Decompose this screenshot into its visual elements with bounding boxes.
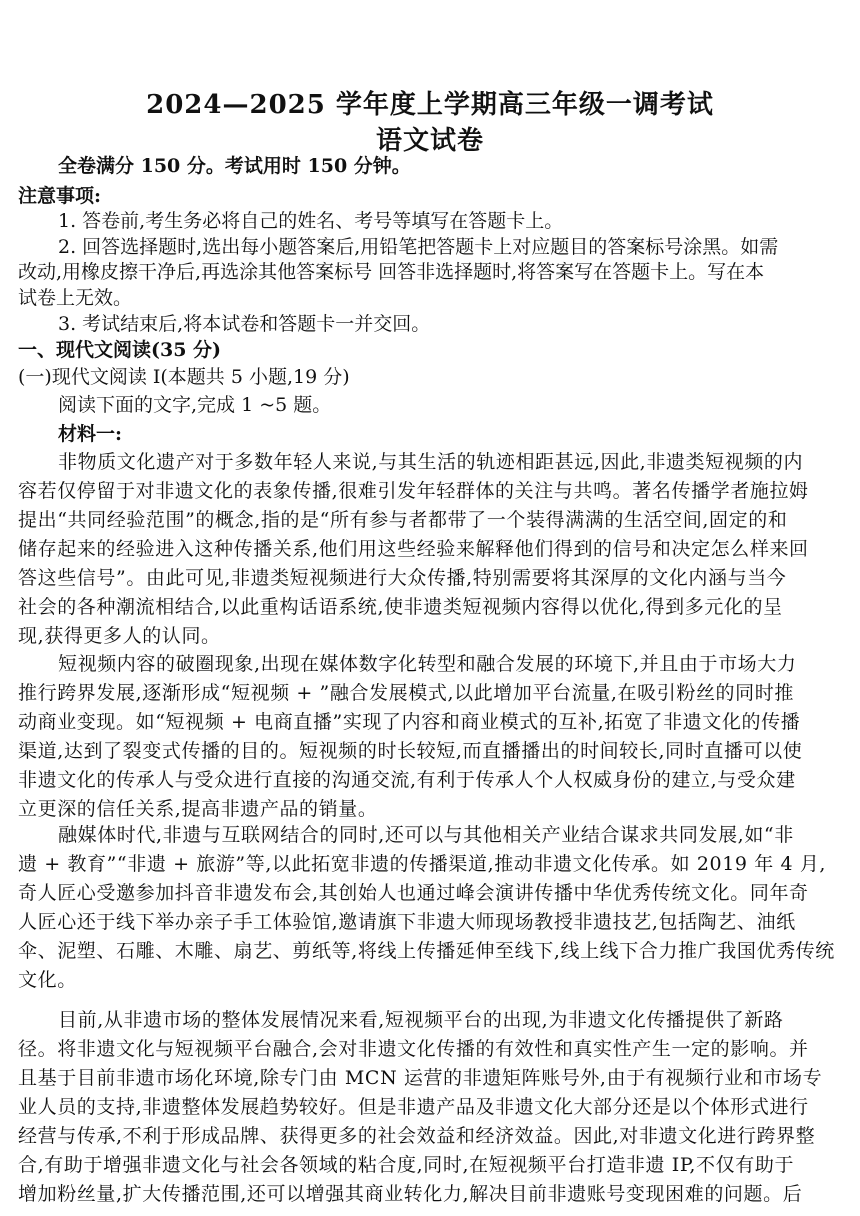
paragraph-4-line: 径。将非遗文化与短视频平台融合,会对非遗文化传播的有效性和真实性产生一定的影响。并 (18, 1038, 809, 1060)
paragraph-2-line: 立更深的信任关系,提高非遗产品的销量。 (18, 798, 378, 820)
paragraph-1-line: 提出“共同经验范围”的概念,指的是“所有参与者都带了一个装得满满的生活空间,固定的和 (18, 509, 788, 531)
paragraph-1-line: 答这些信号”。由此可见,非遗类短视频进行大众传播,特别需要将其深厚的文化内涵与当今 (18, 567, 787, 589)
paragraph-1-line: 非物质文化遗产对于多数年轻人来说,与其生活的轨迹相距甚远,因此,非遗类短视频的内 (58, 451, 804, 473)
paragraph-2-line: 推行跨界发展,逐渐形成“短视频 + ”融合发展模式,以此增加平台流量,在吸引粉丝的同时推 (18, 682, 794, 704)
paragraph-1-line: 储存起来的经验进入这种传播关系,他们用这些经验来解释他们得到的信号和决定怎么样来回 (18, 538, 809, 560)
paragraph-4-line: 业人员的支持,非遗整体发展趋势较好。但是非遗产品及非遗文化大部分还是以个体形式进行 (18, 1096, 809, 1118)
exam-subtitle: 语文试卷 (375, 126, 484, 156)
paragraph-3-line: 人匠心还于线下举办亲子手工体验馆,邀请旗下非遗大师现场教授非遗技艺,包括陶艺、油纸 (18, 911, 796, 933)
paragraph-1-line: 社会的各种潮流相结合,以此重构话语系统,使非遗类短视频内容得以优化,得到多元化的呈 (18, 596, 783, 618)
paragraph-4-line: 经营与传承,不利于形成品牌、获得更多的社会效益和经济效益。因此,对非遗文化进行跨界整 (18, 1125, 816, 1147)
exam-title: 2024—2025 学年度上学期高三年级一调考试 (146, 90, 714, 120)
notice-item-2-line-3: 试卷上无效。 (18, 287, 133, 309)
notice-item-2-line-1: 2. 回答选择题时,选出每小题答案后,用铅笔把答题卡上对应题目的答案标号涂黑。如需 (58, 236, 779, 258)
paragraph-3-line: 文化。 (18, 969, 77, 991)
exam-info: 全卷满分 150 分。考试用时 150 分钟。 (58, 155, 411, 177)
section-heading: 一、现代文阅读(35 分) (18, 339, 222, 361)
paragraph-2-line: 动商业变现。如“短视频 + 电商直播”实现了内容和商业模式的互补,拓宽了非遗文化的传播 (18, 711, 801, 733)
paragraph-4-line: 合,有助于增强非遗文化与社会各领域的粘合度,同时,在短视频平台打造非遗 IP,不仅有助于 (18, 1154, 795, 1176)
material-label: 材料一: (58, 423, 123, 445)
paragraph-3-line: 奇人匠心受邀参加抖音非遗发布会,其创始人也通过峰会演讲传播中华优秀传统文化。同年奇 (18, 882, 809, 904)
notice-item-3: 3. 考试结束后,将本试卷和答题卡一并交回。 (58, 313, 431, 335)
paragraph-3-line: 伞、泥塑、石雕、木雕、扇艺、剪纸等,将线上传播延伸至线下,线上线下合力推广我国优秀传统 (18, 940, 835, 962)
notice-heading: 注意事项: (18, 185, 102, 207)
notice-item-1: 1. 答卷前,考生务必将自己的姓名、考号等填写在答题卡上。 (58, 210, 564, 232)
paragraph-1-line: 容若仅停留于对非遗文化的表象传播,很难引发年轻群体的关注与共鸣。著名传播学者施拉姆 (18, 480, 809, 502)
paragraph-4-line: 且基于目前非遗市场化环境,除专门由 MCN 运营的非遗矩阵账号外,由于有视频行业和市场专 (18, 1067, 823, 1089)
paragraph-1-line: 现,获得更多人的认同。 (18, 625, 221, 647)
paragraph-4-line: 目前,从非遗市场的整体发展情况来看,短视频平台的出现,为非遗文化传播提供了新路 (58, 1009, 784, 1031)
paragraph-4-line: 增加粉丝量,扩大传播范围,还可以增强其商业转化力,解决目前非遗账号变现困难的问题。后 (18, 1183, 803, 1205)
paragraph-2-line: 短视频内容的破圈现象,出现在媒体数字化转型和融合发展的环境下,并且由于市场大力 (58, 653, 797, 675)
paragraph-2-line: 非遗文化的传承人与受众进行直接的沟通交流,有利于传承人个人权威身份的建立,与受众建 (18, 769, 796, 791)
notice-item-2-line-2: 改动,用橡皮擦干净后,再选涂其他答案标号 回答非选择题时,将答案写在答题卡上。写在本 (18, 261, 765, 283)
paragraph-3-line: 遗 + 教育”“非遗 + 旅游”等,以此拓宽非遗的传播渠道,推动非遗文化传承。如 2019 年 4 月, (18, 853, 827, 875)
reading-instruction: 阅读下面的文字,完成 1 ~5 题。 (58, 394, 332, 416)
subsection-heading: (一)现代文阅读 I(本题共 5 小题,19 分) (18, 366, 350, 388)
paragraph-3-line: 融媒体时代,非遗与互联网结合的同时,还可以与其他相关产业结合谋求共同发展,如“非 (58, 824, 794, 846)
paragraph-2-line: 渠道,达到了裂变式传播的目的。短视频的时长较短,而直播播出的时间较长,同时直播可以使 (18, 740, 803, 762)
